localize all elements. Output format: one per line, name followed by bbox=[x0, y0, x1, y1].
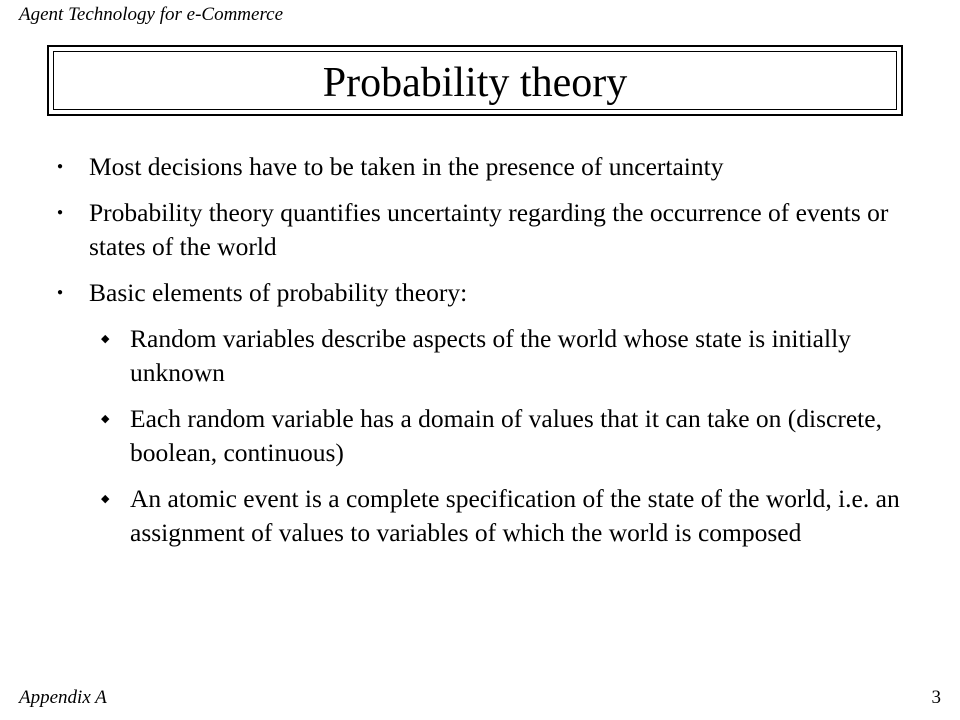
footer-section: Appendix A bbox=[19, 687, 107, 708]
bullet-item bbox=[57, 196, 939, 264]
diamond-bullet-icon: ◆ bbox=[101, 333, 110, 345]
sub-bullet-text: Random variables describe aspects of the world whose state is initially unknown bbox=[130, 324, 851, 387]
bullet-dot-icon: ● bbox=[57, 207, 64, 218]
sub-bullet-item bbox=[101, 482, 940, 550]
slide-title: Probability theory bbox=[322, 59, 628, 106]
bullet-item bbox=[57, 276, 939, 310]
bullet-text: Most decisions have to be taken in the presence of uncertainty bbox=[89, 152, 724, 181]
bullet-dot-icon: ● bbox=[57, 287, 64, 298]
sub-bullet-text: An atomic event is a complete specification of the state of the world, i.e. an assignment of values to variables of which the world is composed bbox=[130, 484, 900, 547]
sub-bullet-item bbox=[101, 402, 940, 470]
slide-body bbox=[0, 150, 960, 562]
bullet-dot-icon: ● bbox=[57, 161, 64, 172]
bullet-text: Basic elements of probability theory: bbox=[89, 278, 468, 307]
sub-bullet-text: Each random variable has a domain of values that it can take on (discrete, boolean, continuous) bbox=[130, 404, 882, 467]
sub-bullet-item bbox=[101, 322, 940, 390]
bullet-text: Probability theory quantifies uncertainty regarding the occurrence of events or states of the world bbox=[89, 198, 889, 261]
page-number: 3 bbox=[931, 687, 941, 708]
course-title: Agent Technology for e-Commerce bbox=[19, 4, 284, 25]
diamond-bullet-icon: ◆ bbox=[101, 493, 110, 505]
slide-title-frame bbox=[47, 45, 903, 116]
diamond-bullet-icon: ◆ bbox=[101, 413, 110, 425]
bullet-item bbox=[57, 150, 939, 184]
